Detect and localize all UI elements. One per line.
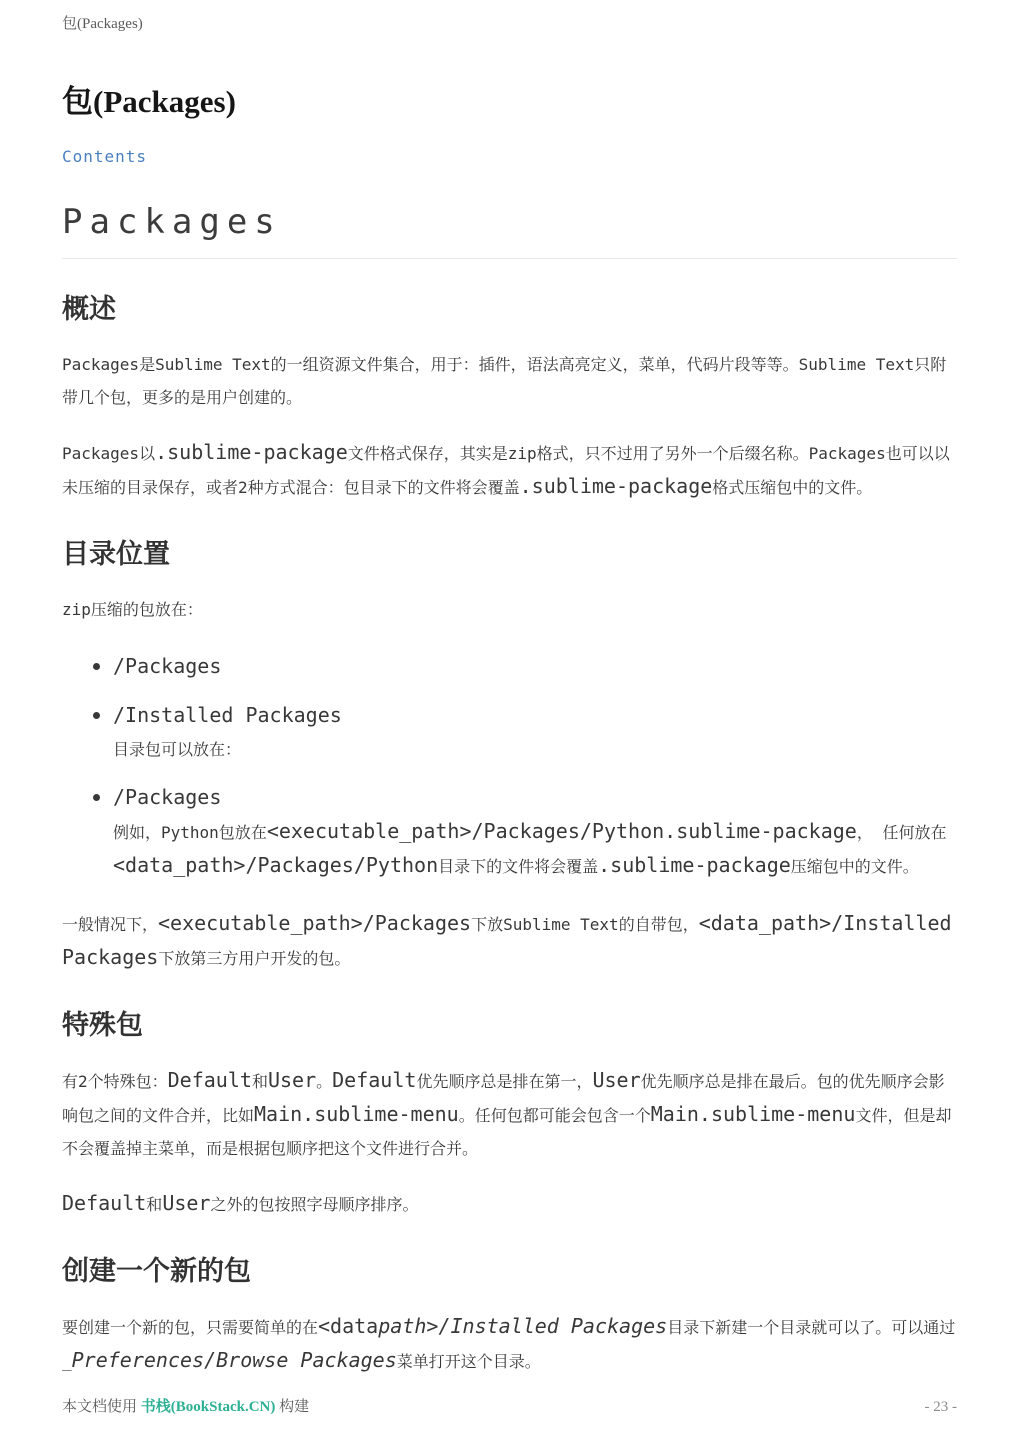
text-run: 压缩包中的文件。 bbox=[790, 857, 919, 876]
heading-special-packages: 特殊包 bbox=[62, 1010, 143, 1040]
footer-prefix: 本文档使用 bbox=[62, 1399, 141, 1415]
list-item bbox=[113, 650, 957, 684]
text-run: 例如，Python包放在 bbox=[113, 823, 267, 842]
text-run: 文件格式保存，其实是zip格式，只不过用了另外一个后缀名称。Packages也可以以未压缩的目录保存，或者2种方式混合：包目录下的文件将会覆盖 bbox=[62, 444, 950, 497]
inline-code: Main.sublime-menu bbox=[254, 1102, 459, 1126]
running-header: 包(Packages) bbox=[62, 16, 143, 32]
paragraph-zip-location bbox=[62, 593, 957, 626]
heading-packages: Packages bbox=[62, 202, 957, 259]
text-run: 要创建一个新的包，只需要简单的在 bbox=[62, 1318, 319, 1337]
inline-code: Default bbox=[332, 1068, 417, 1092]
text-run: 。任何包都可能会包含一个 bbox=[458, 1106, 651, 1125]
text-run: zip压缩的包放在： bbox=[62, 600, 203, 619]
inline-code: <data bbox=[318, 1314, 379, 1338]
heading-create-package: 创建一个新的包 bbox=[62, 1256, 251, 1286]
paragraph-special-2 bbox=[62, 1187, 957, 1221]
text-run: 下放Sublime Text的自带包， bbox=[471, 915, 699, 934]
inline-code: Default bbox=[62, 1191, 147, 1215]
footer-left bbox=[62, 1395, 309, 1416]
inline-code: .sublime-package bbox=[598, 853, 791, 877]
text-run: 文件，但是却不会覆盖掉主菜单，而是根据包顺序把这个文件进行合并。 bbox=[62, 1106, 952, 1158]
text-run: 一般情况下， bbox=[62, 915, 159, 934]
list-item bbox=[113, 781, 957, 883]
paragraph-special-1 bbox=[62, 1064, 957, 1165]
inline-code: User bbox=[162, 1191, 211, 1215]
inline-code: <executable_path>/Packages bbox=[158, 911, 472, 935]
text-run: 优先顺序总是排在第一， bbox=[416, 1072, 593, 1091]
paragraph-overview-1 bbox=[62, 348, 957, 414]
text-run: 优先顺序总是排在最后。包的优先顺序会影响包之间的文件合并，比如 bbox=[62, 1072, 945, 1125]
inline-code-italic: Preferences/Browse Packages bbox=[71, 1348, 397, 1372]
directory-list bbox=[62, 650, 957, 883]
heading-overview: 概述 bbox=[62, 294, 116, 324]
inline-code: <data_path>/Packages/Python bbox=[113, 853, 439, 877]
text-run: 格式压缩包中的文件。 bbox=[712, 478, 873, 497]
inline-code: <executable_path>/Packages/Python.sublime-package bbox=[266, 819, 857, 843]
page-number: - 23 - bbox=[924, 1399, 957, 1415]
inline-code-italic: path>/Installed Packages bbox=[378, 1314, 668, 1338]
footer-suffix: 构建 bbox=[275, 1399, 310, 1415]
text-run: 。 bbox=[316, 1072, 333, 1091]
contents-link[interactable]: Contents bbox=[62, 147, 148, 166]
text-run: 和 bbox=[146, 1195, 163, 1214]
bookstack-brand-link[interactable]: 书栈(BookStack.CN) bbox=[140, 1399, 276, 1415]
paragraph-create bbox=[62, 1310, 957, 1378]
text-run: 目录包可以放在： bbox=[113, 740, 242, 759]
inline-code: User bbox=[267, 1068, 317, 1092]
text-run: Packages以 bbox=[62, 444, 156, 463]
inline-code: Default bbox=[167, 1068, 252, 1092]
text-run: Packages是Sublime Text的一组资源文件集合，用于：插件，语法高亮定义，菜单，代码片段等等。Sublime Text只附带几个包，更多的是用户创建的。 bbox=[62, 355, 947, 407]
inline-code: .sublime-package bbox=[519, 474, 713, 498]
text-run: 下放第三方用户开发的包。 bbox=[158, 949, 351, 968]
paragraph-default-locations bbox=[62, 907, 957, 975]
text-run: 目录下的文件将会覆盖 bbox=[438, 857, 599, 876]
inline-code: /Packages bbox=[113, 654, 222, 678]
page-title: 包(Packages) bbox=[62, 84, 236, 119]
text-run: 目录下新建一个目录就可以了。可以通过_ bbox=[62, 1318, 956, 1371]
text-run: 和 bbox=[251, 1072, 268, 1091]
inline-code: /Installed Packages bbox=[113, 703, 342, 727]
inline-code: /Packages bbox=[113, 785, 222, 809]
page-footer bbox=[62, 1395, 957, 1416]
inline-code: <data_path>/Installed Packages bbox=[62, 911, 952, 969]
list-item bbox=[113, 699, 957, 766]
paragraph-overview-2 bbox=[62, 436, 957, 504]
inline-code: User bbox=[592, 1068, 641, 1092]
text-run: 有2个特殊包： bbox=[62, 1072, 168, 1091]
inline-code: Main.sublime-menu bbox=[650, 1102, 856, 1126]
text-run: 菜单打开这个目录。 bbox=[396, 1352, 541, 1371]
document-blocks bbox=[62, 202, 957, 1378]
heading-directory-location: 目录位置 bbox=[62, 539, 170, 569]
inline-code: .sublime-package bbox=[155, 440, 348, 464]
text-run: 之外的包按照字母顺序排序。 bbox=[210, 1195, 419, 1214]
text-run: ， 任何放在 bbox=[856, 823, 947, 842]
